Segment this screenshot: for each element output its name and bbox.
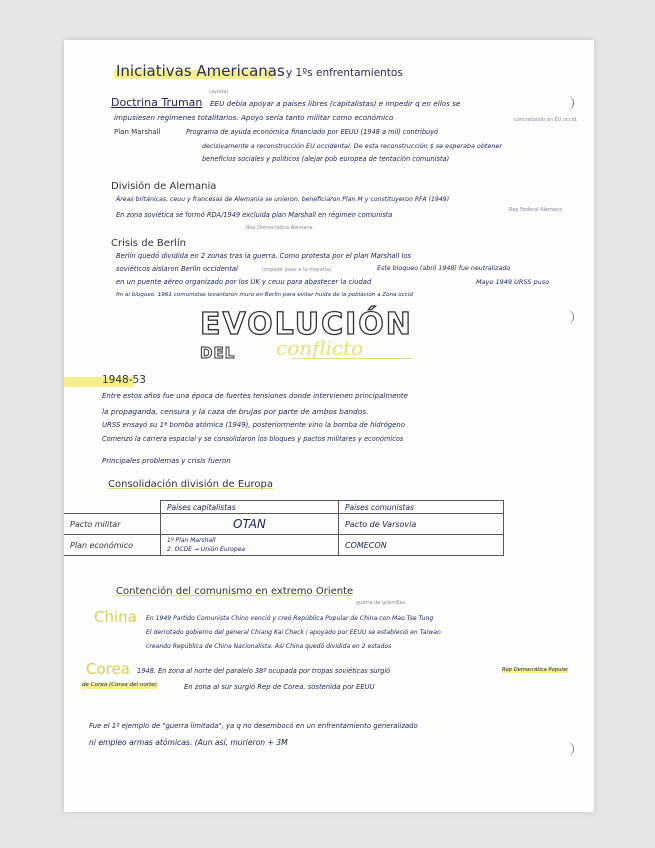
corea-line1: 1948. En zona al norte del paralelo 38º ocupada por tropas soviéticas surgió xyxy=(137,667,391,675)
period-line4: Comenzó la carrera espacial y se consolidaron los bloques y pactos militares y económicos xyxy=(102,435,404,443)
corea-line1-highlight: Rep Democrática Popular xyxy=(502,667,569,673)
berlin-line2: soviéticos aislaron Berlín occidental xyxy=(116,265,238,273)
heading-subtitle: y 1ºs enfrentamientos xyxy=(286,67,403,79)
table-header-comunistas: Países comunistas xyxy=(338,501,503,514)
table-cell-plan-cap-b: 2. OCDE → Unión Europea xyxy=(167,546,245,553)
section-title-conflicto: conflicto xyxy=(276,336,364,360)
marshall-label: Plan Marshall xyxy=(114,128,161,136)
binder-hole xyxy=(563,310,574,324)
table-cell-plan-cap xyxy=(161,535,339,556)
heading-title: Iniciativas Americanas xyxy=(116,62,285,80)
section-title-main: EVOLUCIÓN xyxy=(200,307,413,342)
division-note2: Rep Democrática Alemana xyxy=(246,225,313,231)
final-line1: Fue el 1º ejemplo de "guerra limitada", ya q no desembocó en un enfrentamiento generalizado xyxy=(89,722,418,730)
period-label: 1948-53 xyxy=(102,374,146,386)
europa-table xyxy=(64,500,504,556)
berlin-line2b: Este bloqueo (abril 1948) fue neutralizado xyxy=(377,265,511,272)
notebook-page xyxy=(64,40,594,812)
corea-line2-highlight: de Corea (Corea del norte) xyxy=(82,682,157,688)
berlin-line3: en un puente aéreo organizado por los UK y ceuu para abastecer la ciudad xyxy=(116,278,372,286)
table-cell-otan: OTAN xyxy=(161,514,339,535)
binder-hole xyxy=(563,96,574,110)
berlin-line3b: Mayo 1949 URSS puso xyxy=(476,278,550,286)
period-line3: URSS ensayó su 1ª bomba atómica (1949), posteriormente vino la bomba de hidrógeno xyxy=(102,421,405,429)
table-row-plan-label: Plan económico xyxy=(64,535,161,556)
china-line1: En 1949 Partido Comunista Chino venció y creó República Popular de China con Mao Tse Tung xyxy=(146,615,434,622)
section-title-del: DEL xyxy=(200,344,236,362)
china-line2: El derrotado gobierno del general Chiang Kai Check i apoyado por EEUU se estableció en Taiwan xyxy=(146,629,441,636)
division-line2: En zona soviética se formó RDA/1949 excluida plan Marshall en régimen comunista xyxy=(116,211,393,219)
marshall-line1: Programa de ayuda económica financiado por EEUU (1948 a mil) contribuyó xyxy=(186,128,439,136)
oriente-note: guerra de guerrillas xyxy=(356,600,406,606)
period-line5: Principales problemas y crisis fueron xyxy=(102,457,231,465)
table-cell-varsovia: Pacto de Varsovia xyxy=(338,514,503,535)
table-corner xyxy=(64,501,161,514)
marshall-line3: beneficios sociales y políticos (alejar pob europea de tentación comunista) xyxy=(202,155,450,163)
oriente-title: Contención del comunismo en extremo Oriente xyxy=(116,586,354,597)
division-title: División de Alemania xyxy=(111,181,217,192)
corea-line2: En zona al sur surgió Rep de Corea, sostenida por EEUU xyxy=(184,683,375,691)
corea-label: Corea xyxy=(86,660,130,678)
europa-title: Consolidación división de Europa xyxy=(108,479,273,490)
final-line2: ni empleo armas atómicas. (Aun así, murieron + 3M xyxy=(89,738,288,747)
table-header-capitalistas: Países capitalistas xyxy=(161,501,339,514)
doctrina-line1: EEU debía apoyar a países libres (capitalistas) e impedir q en ellos se xyxy=(210,99,461,108)
table-cell-comecon: COMECON xyxy=(338,535,503,556)
berlin-title: Crisis de Berlín xyxy=(111,238,186,249)
binder-hole xyxy=(563,742,574,756)
section-title-underline xyxy=(292,358,412,359)
doctrina-line2: impusiesen regímenes totalitarios. Apoyo sería tanto militar como económico xyxy=(114,113,394,122)
berlin-line4: fin al bloqueo. 1961 comunistas levantaron muro en Berlín para evitar huida de la población a Zona occid xyxy=(116,292,413,298)
table-row-pacto-label: Pacto militar xyxy=(64,514,161,535)
berlin-line1: Berlín quedó dividida en 2 zonas tras la guerra. Como protesta por el plan Marshall los xyxy=(116,252,412,260)
doctrina-label: Doctrina Truman xyxy=(111,96,203,109)
china-line3: creando República de China Nacionalista. Así China quedó dividida en 2 estados xyxy=(146,643,392,650)
china-label: China xyxy=(94,608,137,626)
table-cell-plan-cap-a: 1º Plan Marshall xyxy=(167,537,216,544)
period-line2: la propaganda, censura y la caza de brujas por parte de ambos bandos. xyxy=(102,407,369,416)
berlin-note: (impedir paso a la mayoría) xyxy=(262,267,332,273)
marshall-line2: decisivamente a reconstrucción EU occidental. De esta reconstrucción $ se esperaba obtener xyxy=(202,142,502,150)
division-note1: Rep Federal Alemana xyxy=(509,207,563,213)
doctrina-line2b: concretando en EU occid. xyxy=(514,117,578,123)
period-line1: Entre estos años fue una época de fuertes tensiones donde intervienen principalmente xyxy=(102,392,408,400)
division-line1: Áreas británicas, ceuu y francesas de Alemania se unieron, beneficiaron Plan M y constituyeron RFA (1949) xyxy=(116,196,450,203)
doctrina-note: (ayuda) xyxy=(209,89,229,95)
